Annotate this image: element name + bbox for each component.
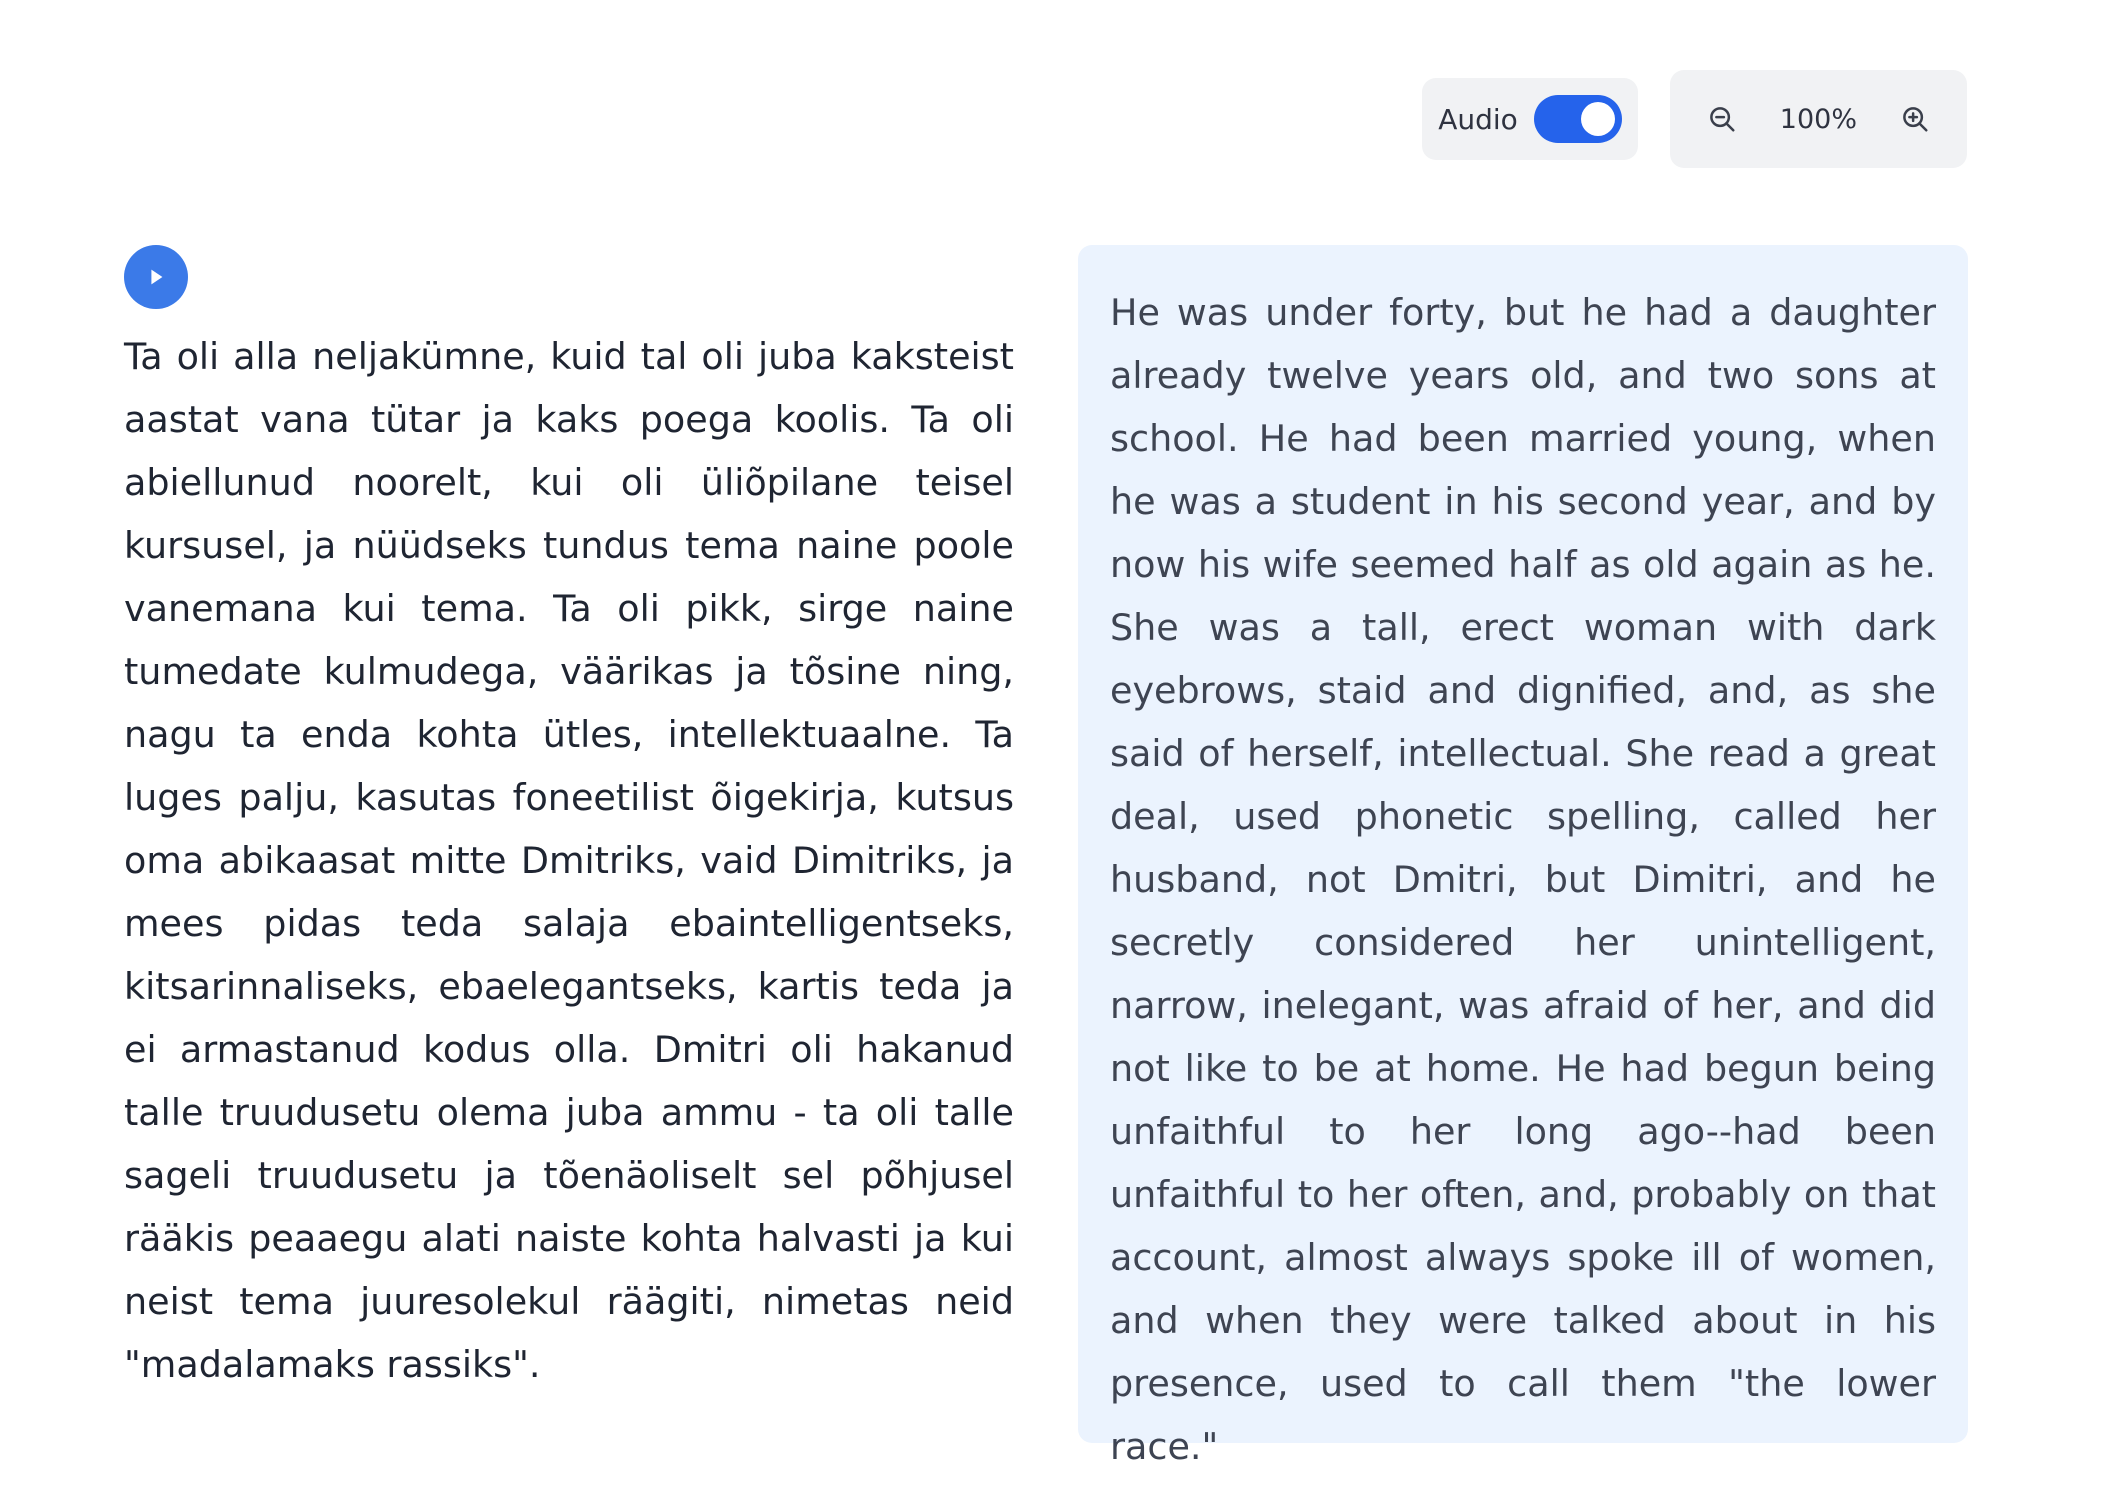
toggle-knob (1581, 102, 1615, 136)
audio-toggle[interactable] (1534, 95, 1622, 143)
zoom-out-button[interactable] (1704, 101, 1740, 137)
zoom-level: 100% (1779, 103, 1857, 135)
play-icon (145, 266, 167, 288)
source-paragraph: Ta oli alla neljakümne, kuid tal oli juba kaksteist aastat vana tütar ja kaks poega koolis. Ta oli abiellunud noorelt, kui oli üliõpilane teisel kursusel, ja nüüdseks tundus tema naine poole vanemana kui tema. Ta oli pikk, sirge naine tumedate kulmudega, väärikas ja tõsine ning, nagu ta enda kohta ütles, intellektuaalne. Ta luges palju, kasutas foneetilist õigekirja, kutsus oma abikaasat mitte Dmitriks, vaid Dimitriks, ja mees pidas teda salaja ebaintelligentseks, kitsarinnaliseks, ebaelegantseks, kartis teda ja ei armastanud kodus olla. Dmitri oli hakanud talle truudusetu olema juba ammu - ta oli talle sageli truudusetu ja tõenäoliselt sel põhjusel rääkis peaaegu alati naiste kohta halvasti ja kui neist tema juuresolekul räägiti, nimetas neid "madalamaks rassiks". (124, 335, 1014, 1386)
translation-paragraph: He was under forty, but he had a daughter already twelve years old, and two sons at school. He had been married young, when he was a student in his second year, and by now his wife seemed half as old again as he. She was a tall, erect woman with dark eyebrows, staid and dignified, and, as she said of herself, intellectual. She read a great deal, used phonetic spelling, called her husband, not Dmitri, but Dimitri, and he secretly considered her unintelligent, narrow, inelegant, was afraid of her, and did not like to be at home. He had begun being unfaithful to her long ago--had been unfaithful to her often, and, probably on that account, almost always spoke ill of women, and when they were talked about in his presence, used to call them "the lower race." (1110, 291, 1936, 1468)
audio-control (1422, 78, 1638, 160)
translation-panel (1078, 245, 1968, 1468)
zoom-out-icon (1707, 104, 1737, 134)
reader-toolbar (1422, 70, 1967, 168)
play-button[interactable] (124, 245, 188, 309)
zoom-control (1670, 70, 1967, 168)
zoom-in-button[interactable] (1897, 101, 1933, 137)
audio-label: Audio (1438, 102, 1518, 136)
zoom-in-icon (1900, 104, 1930, 134)
